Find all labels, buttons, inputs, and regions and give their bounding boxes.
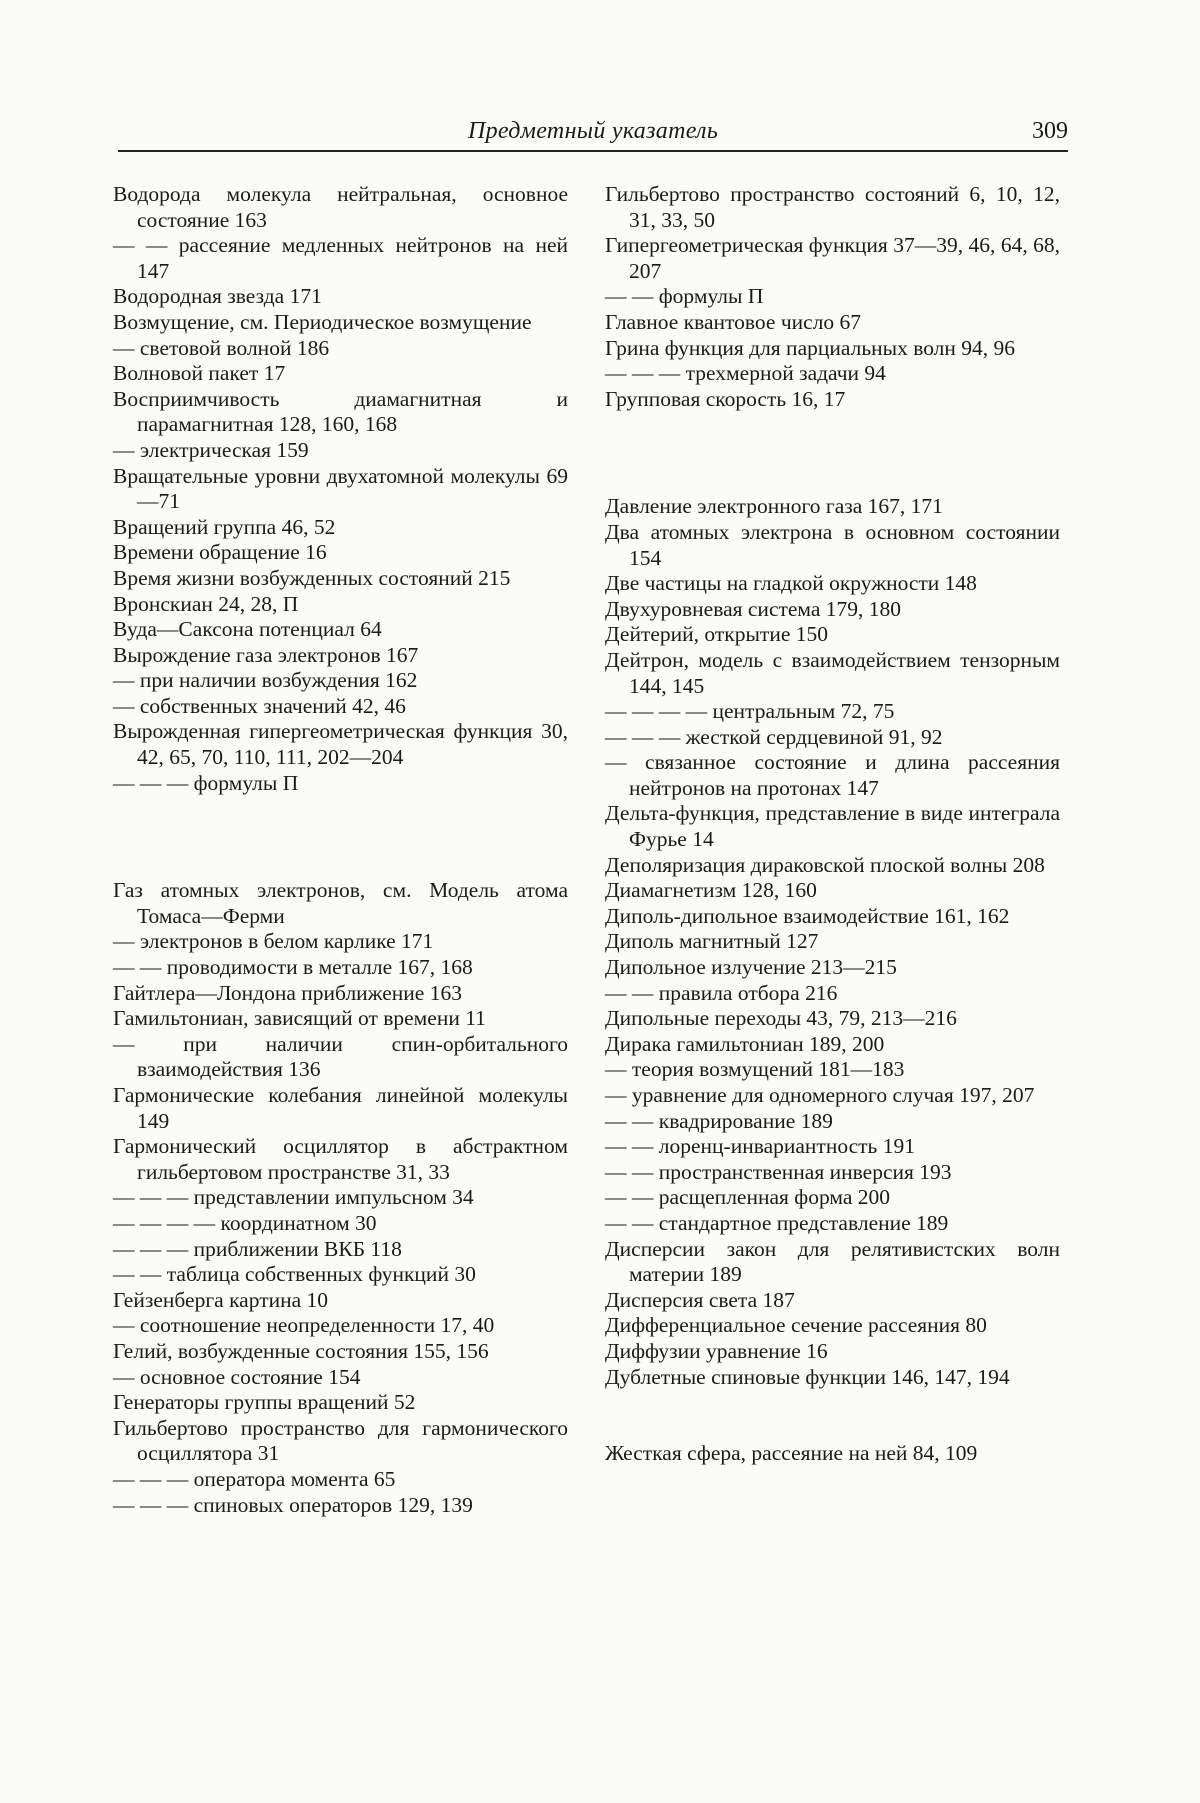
- index-entry: Гайтлера—Лондона приближение 163: [113, 980, 462, 1005]
- index-entry: Гамильтониан, зависящий от времени 11: [113, 1006, 486, 1031]
- index-entry: Волновой пакет 17: [113, 361, 286, 386]
- index-entry: Гипергеометрическая функция 37—39, 46, 64, 68, 207: [605, 233, 1060, 283]
- index-entry: — — — — центральным 72, 75: [605, 699, 895, 724]
- index-entry: — теория возмущений 181—183: [605, 1057, 905, 1082]
- section-gap: [113, 796, 568, 878]
- index-entry: Водорода молекула нейтральная, основное состояние 163: [113, 182, 568, 232]
- index-section: [605, 1441, 1060, 1467]
- index-entry: Дисперсия света 187: [605, 1287, 795, 1312]
- index-entry: Дейтерий, открытие 150: [605, 622, 828, 647]
- left-column: [113, 182, 568, 1518]
- index-entry: — основное состояние 154: [113, 1364, 361, 1389]
- index-entry: Дипольное излучение 213—215: [605, 955, 897, 980]
- index-entry: — — стандартное представление 189: [605, 1210, 949, 1235]
- index-entry: Возмущение, см. Периодическое возмущение: [113, 309, 532, 334]
- index-entry: Грина функция для парциальных волн 94, 96: [605, 335, 1016, 360]
- section-gap: [605, 412, 1060, 494]
- index-entry: Вращений группа 46, 52: [113, 514, 336, 539]
- index-entry: Восприимчивость диамагнитная и парамагнитная 128, 160, 168: [113, 386, 568, 437]
- index-entry: Жесткая сфера, рассеяние на ней 84, 109: [605, 1441, 978, 1466]
- page-title: Предметный указатель: [467, 118, 719, 144]
- index-entry: Дисперсии закон для релятивистских волн материи 189: [605, 1236, 1060, 1287]
- index-entry: Две частицы на гладкой окружности 148: [605, 571, 977, 596]
- index-entry: Вырождение газа электронов 167: [113, 642, 419, 667]
- index-entry: — при наличии возбуждения 162: [113, 668, 418, 693]
- index-section: [605, 182, 1060, 412]
- index-entry: Генераторы группы вращений 52: [113, 1390, 416, 1415]
- index-entry: Гейзенберга картина 10: [113, 1287, 329, 1312]
- index-entry: — — квадрирование 189: [605, 1108, 833, 1133]
- index-entry: — — — жесткой сердцевиной 91, 92: [605, 724, 943, 749]
- index-entry: — — таблица собственных функций 30: [113, 1262, 476, 1287]
- index-section: [113, 182, 568, 796]
- index-entry: — — — трехмерной задачи 94: [605, 361, 886, 386]
- index-entry: — — пространственная инверсия 193: [605, 1159, 952, 1184]
- index-entry: Давление электронного газа 167, 171: [605, 494, 943, 519]
- index-entry: — — правила отбора 216: [605, 980, 838, 1005]
- index-entry: Гильбертово пространство состояний 6, 10, 12, 31, 33, 50: [605, 182, 1060, 232]
- index-entry: Времени обращение 16: [113, 540, 327, 565]
- index-entry: Главное квантовое число 67: [605, 309, 862, 334]
- index-entry: — — — спиновых операторов 129, 139: [113, 1492, 473, 1517]
- index-entry: — — рассеяние медленных нейтронов на ней 147: [113, 233, 568, 283]
- index-entry: Диполь-дипольное взаимодействие 161, 162: [605, 903, 1010, 928]
- index-entry: Водородная звезда 171: [113, 284, 322, 309]
- index-entry: — при наличии спин-орбитального взаимодействия 136: [113, 1031, 568, 1082]
- index-entry: Дейтрон, модель с взаимодействием тензорным 144, 145: [605, 647, 1060, 698]
- index-entry: — электрическая 159: [113, 437, 309, 462]
- index-entry: Дипольные переходы 43, 79, 213—216: [605, 1006, 957, 1031]
- index-entry: Газ атомных электронов, см. Модель атома Томаса—Ферми: [113, 878, 568, 928]
- index-entry: Гармонические колебания линейной молекулы 149: [113, 1083, 568, 1133]
- index-entry: — — — оператора момента 65: [113, 1466, 396, 1491]
- index-entry: Диамагнетизм 128, 160: [605, 878, 817, 903]
- right-column: [605, 182, 1060, 1467]
- index-entry: — — формулы П: [605, 284, 764, 309]
- index-entry: Вращательные уровни двухатомной молекулы 69—71: [113, 463, 568, 514]
- index-entry: Гелий, возбужденные состояния 155, 156: [113, 1338, 489, 1363]
- index-entry: — — — формулы П: [113, 770, 299, 795]
- index-entry: Гармонический осциллятор в абстрактном гильбертовом пространстве 31, 33: [113, 1134, 568, 1184]
- index-entry: — — лоренц-инвариантность 191: [605, 1134, 915, 1159]
- index-entry: Двухуровневая система 179, 180: [605, 596, 902, 621]
- index-section: [113, 878, 568, 1518]
- section-gap: [605, 1390, 1060, 1441]
- index-entry: Вырожденная гипергеометрическая функция 30, 42, 65, 70, 110, 111, 202—204: [113, 719, 568, 770]
- index-entry: — соотношение неопределенности 17, 40: [113, 1313, 495, 1338]
- index-section: [605, 494, 1060, 1390]
- index-entry: Деполяризация дираковской плоской волны 208: [605, 852, 1045, 877]
- running-header: [118, 112, 1068, 152]
- index-entry: Гильбертово пространство для гармонического осциллятора 31: [113, 1415, 568, 1466]
- index-entry: — световой волной 186: [113, 335, 330, 360]
- index-entry: Диполь магнитный 127: [605, 929, 819, 954]
- index-entry: Вронскиан 24, 28, П: [113, 591, 299, 616]
- index-entry: — связанное состояние и длина рассеяния нейтронов на протонах 147: [605, 750, 1060, 800]
- index-entry: Дублетные спиновые функции 146, 147, 194: [605, 1364, 1010, 1389]
- index-entry: Время жизни возбужденных состояний 215: [113, 565, 511, 590]
- index-entry: — — — представлении импульсном 34: [113, 1185, 474, 1210]
- index-entry: Диффузии уравнение 16: [605, 1338, 828, 1363]
- index-entry: Вуда—Саксона потенциал 64: [113, 617, 382, 642]
- index-entry: Дирака гамильтониан 189, 200: [605, 1031, 885, 1056]
- index-entry: — — проводимости в металле 167, 168: [113, 955, 473, 980]
- index-entry: Групповая скорость 16, 17: [605, 386, 846, 411]
- index-entry: — — расщепленная форма 200: [605, 1185, 891, 1210]
- header-rule: [118, 150, 1068, 152]
- index-entry: — уравнение для одномерного случая 197, 207: [605, 1083, 1035, 1107]
- index-entry: Два атомных электрона в основном состоянии 154: [605, 519, 1060, 570]
- page-number: 309: [1032, 118, 1068, 144]
- index-entry: Дифференциальное сечение рассеяния 80: [605, 1313, 987, 1338]
- index-entry: — — — приближении ВКБ 118: [113, 1236, 402, 1261]
- index-entry: — собственных значений 42, 46: [113, 693, 406, 718]
- index-entry: — электронов в белом карлике 171: [113, 929, 434, 954]
- index-entry: — — — — координатном 30: [113, 1210, 377, 1235]
- index-entry: Дельта-функция, представление в виде интеграла Фурье 14: [605, 801, 1060, 852]
